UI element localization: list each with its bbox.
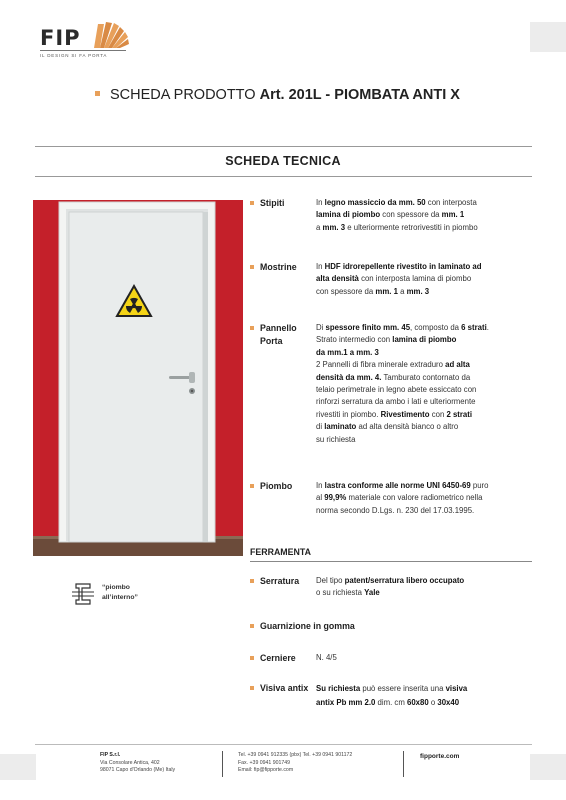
spec-text: Di spessore finito mm. 45, composto da 6 strati. Strato intermedio con lamina di piombo da mm.1 a mm. 3 2 Pannelli di fibra minerale extraduro ad alta densità da mm. 4. Tamburato contornato da telaio perimetrale in legno abete essiccato con rinforzi serratura da ambo i lati e ulteriormente rivestiti in piombo. Rivestimento con 2 strati di laminato ad alta densità bianco o altro su richiesta — [316, 323, 489, 444]
spec-text: Del tipo patent/serratura libero occupato o su richiesta Yale — [316, 576, 465, 598]
page-corner-top-right — [530, 22, 566, 52]
spec-cerniere — [250, 652, 540, 664]
spec-piombo — [250, 480, 540, 517]
spec-serratura — [250, 575, 540, 600]
spec-label: Visiva antix — [260, 683, 309, 693]
door-photo — [33, 200, 243, 556]
spec-label: Stipiti — [260, 198, 285, 208]
ferramenta-title: FERRAMENTA — [250, 547, 311, 557]
section-divider-top — [35, 146, 532, 147]
bullet — [250, 326, 254, 330]
lead-profile-icon — [70, 582, 96, 606]
spec-label: Guarnizione in gomma — [260, 621, 355, 631]
fip-logo — [40, 18, 130, 58]
spec-stipiti — [250, 197, 540, 234]
piombo-note: “piombo all’interno” — [102, 584, 138, 601]
bullet — [250, 265, 254, 269]
bullet — [250, 686, 254, 690]
footer-address: FIP S.r.l. Via Consolare Antica, 402 98071 Capo d'Orlando (Me) Italy — [100, 752, 176, 774]
spec-label: Pannello Porta — [260, 323, 297, 346]
title-article: Art. 201L - PIOMBATA ANTI X — [259, 87, 460, 103]
page-corner-bottom-right — [530, 754, 566, 780]
footer-website-link[interactable]: fipporte.com — [420, 753, 460, 760]
spec-pannello-porta — [250, 322, 540, 446]
page-corner-bottom-left — [0, 754, 36, 780]
section-divider-bottom — [35, 176, 532, 177]
spec-text: In legno massiccio da mm. 50 con interposta lamina di piombo con spessore da mm. 1 a mm. 3 e ulteriormente retrorivestiti in piombo — [316, 198, 478, 232]
spec-label: Mostrine — [260, 262, 297, 272]
spec-text: In HDF idrorepellente rivestito in laminato ad alta densità con interposta lamina di piombo con spessore da mm. 1 a mm. 3 — [316, 262, 482, 296]
title-prefix: SCHEDA PRODOTTO — [110, 87, 256, 103]
spec-visiva-antix — [250, 682, 540, 710]
spec-text: N. 4/5 — [316, 653, 337, 662]
footer-separator — [222, 751, 223, 777]
footer-divider — [35, 744, 532, 745]
logo-underline — [40, 50, 126, 51]
bullet — [250, 656, 254, 660]
footer-contacts: Tel. +39 0941 912335 (pbx) Tel. +39 0941 901172 Fax. +39 0941 901749 Email: fip@fipporte.com — [238, 752, 353, 774]
bullet — [250, 624, 254, 628]
spec-mostrine — [250, 261, 540, 298]
logo-tagline: IL DESIGN SI FA PORTA — [40, 53, 108, 58]
spec-label: Piombo — [260, 481, 293, 491]
logo-text: FIP — [40, 26, 81, 50]
spec-text: Su richiesta può essere inserita una visiva antix Pb mm 2.0 dim. cm 60x80 o 30x40 — [316, 684, 468, 707]
ferramenta-divider — [250, 561, 532, 562]
bullet — [250, 484, 254, 488]
spec-text: In lastra conforme alle norme UNI 6450-69 puro al 99,9% materiale con valore radiometrico nella norma secondo D.Lgs. n. 230 del 17.03.1995. — [316, 481, 489, 515]
spec-label: Cerniere — [260, 653, 296, 663]
door-illustration — [33, 200, 243, 556]
spec-label: Serratura — [260, 576, 300, 586]
door-fan-icon — [90, 18, 130, 50]
section-title: SCHEDA TECNICA — [225, 154, 341, 168]
bullet — [250, 201, 254, 205]
bullet — [250, 579, 254, 583]
footer-separator — [403, 751, 404, 777]
product-title — [95, 87, 460, 103]
title-bullet — [95, 91, 100, 96]
